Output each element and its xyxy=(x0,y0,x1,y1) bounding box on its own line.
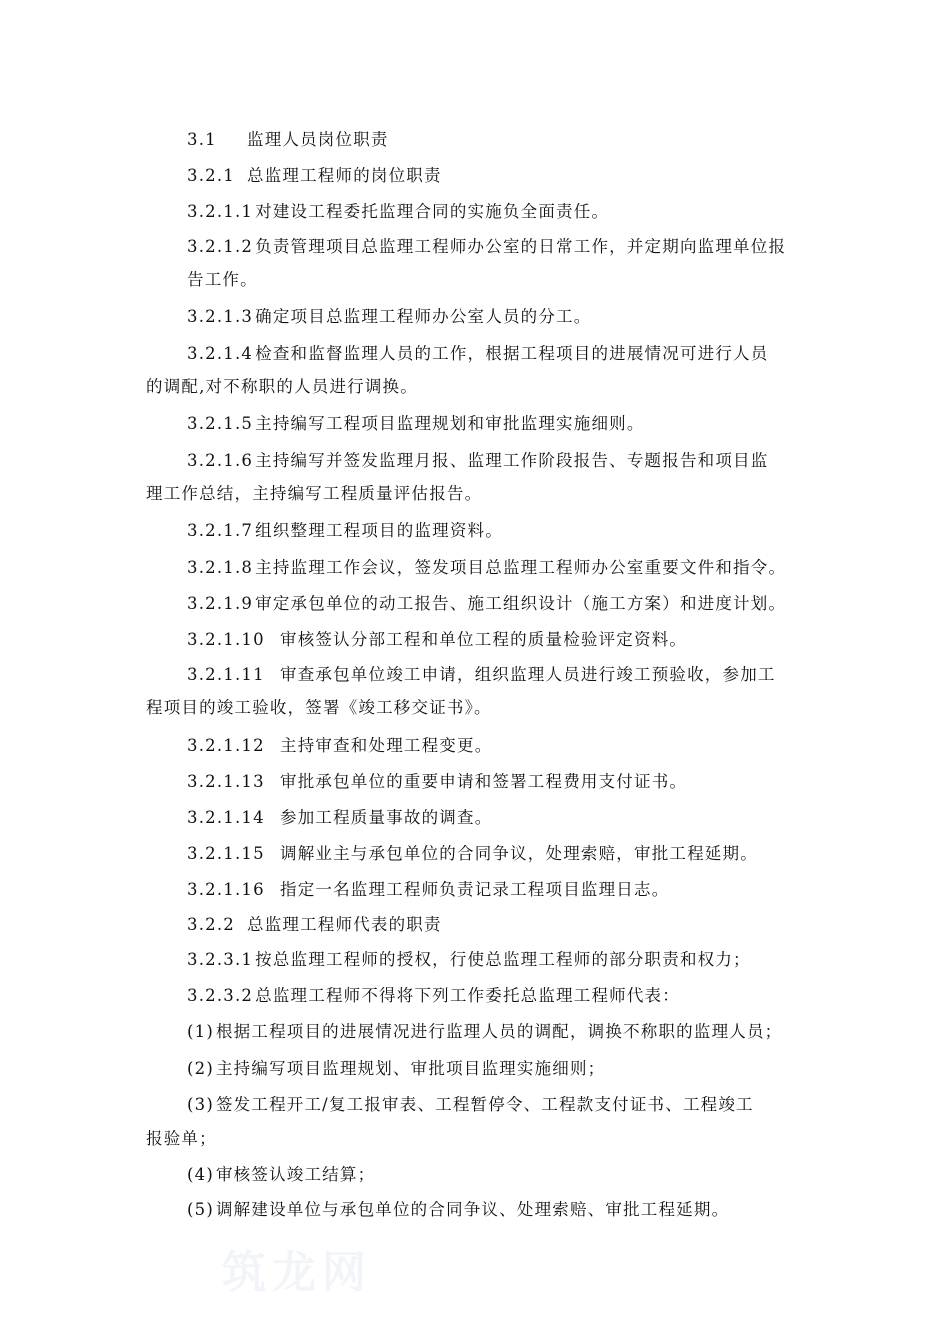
section-number: 3.2.3.2 xyxy=(187,986,254,1005)
line-text: 总监理工程师不得将下列工作委托总监理工程师代表： xyxy=(255,986,680,1005)
section-number: 3.2.1.14 xyxy=(187,808,265,827)
section-number: 3.2.1.4 xyxy=(187,344,254,363)
line-text: 审核签认分部工程和单位工程的质量检验评定资料。 xyxy=(280,630,688,649)
line-text: 审定承包单位的动工报告、施工组织设计（施工方案）和进度计划。 xyxy=(255,594,787,613)
section-number: 3.2.1.16 xyxy=(187,880,265,899)
section-number: (3) xyxy=(187,1095,214,1114)
text-line xyxy=(146,1125,217,1149)
section-number: 3.2.1.15 xyxy=(187,844,265,863)
text-line xyxy=(187,768,687,792)
line-text: 告工作。 xyxy=(187,270,258,289)
text-line xyxy=(187,1055,605,1079)
text-line xyxy=(187,661,776,685)
line-text: 参加工程质量事故的调查。 xyxy=(280,808,493,827)
section-number: 3.2.1.7 xyxy=(187,521,254,540)
watermark: 筑龙网 xyxy=(222,1247,372,1298)
text-line xyxy=(187,1161,375,1185)
line-text: 总监理工程师的岗位职责 xyxy=(247,166,442,185)
section-number: 3.2.1.9 xyxy=(187,594,254,613)
section-number: 3.2.1.6 xyxy=(187,451,254,470)
section-number: 3.2.3.1 xyxy=(187,950,254,969)
line-text: 审批承包单位的重要申请和签署工程费用支付证书。 xyxy=(280,772,688,791)
text-line xyxy=(187,1196,729,1220)
section-number: 3.2.1.5 xyxy=(187,414,254,433)
text-line xyxy=(187,340,768,364)
line-text: 组织整理工程项目的监理资料。 xyxy=(255,521,503,540)
text-line xyxy=(187,303,591,327)
text-line xyxy=(187,840,758,864)
section-number: 3.2.1.13 xyxy=(187,772,265,791)
section-number: 3.1 xyxy=(187,130,217,149)
line-text: 主持监理工作会议，签发项目总监理工程师办公室重要文件和指令。 xyxy=(255,558,787,577)
section-number: 3.2.1.1 xyxy=(187,202,254,221)
line-text: 负责管理项目总监理工程师办公室的日常工作，并定期向监理单位报 xyxy=(255,237,787,256)
section-number: (2) xyxy=(187,1059,214,1078)
text-line xyxy=(187,804,492,828)
line-text: 确定项目总监理工程师办公室人员的分工。 xyxy=(255,307,592,326)
section-number: 3.2.1.3 xyxy=(187,307,254,326)
line-text: 根据工程项目的进展情况进行监理人员的调配，调换不称职的监理人员； xyxy=(215,1022,783,1041)
line-text: 审查承包单位竣工申请，组织监理人员进行竣工预验收，参加工 xyxy=(280,665,776,684)
text-line xyxy=(187,233,786,257)
line-text: 检查和监督监理人员的工作，根据工程项目的进展情况可进行人员 xyxy=(255,344,769,363)
text-line xyxy=(187,626,687,650)
line-text: 主持审查和处理工程变更。 xyxy=(280,736,493,755)
text-line xyxy=(187,946,751,970)
text-line xyxy=(187,876,669,900)
text-line xyxy=(146,480,482,504)
section-number: (5) xyxy=(187,1200,214,1219)
text-line xyxy=(187,410,645,434)
text-line xyxy=(187,732,492,756)
line-text: 报验单； xyxy=(146,1129,217,1148)
line-text: 程项目的竣工验收，签署《竣工移交证书》。 xyxy=(146,698,492,717)
section-number: (4) xyxy=(187,1165,214,1184)
section-number: 3.2.1 xyxy=(187,166,235,185)
text-line xyxy=(187,162,442,186)
text-line xyxy=(187,911,442,935)
text-line xyxy=(187,1091,754,1115)
line-text: 的调配,对不称职的人员进行调换。 xyxy=(146,377,418,396)
line-text: 调解建设单位与承包单位的合同争议、处理索赔、审批工程延期。 xyxy=(215,1200,730,1219)
line-text: 主持编写并签发监理月报、监理工作阶段报告、专题报告和项目监 xyxy=(255,451,769,470)
section-number: 3.2.2 xyxy=(187,915,235,934)
line-text: 主持编写项目监理规划、审批项目监理实施细则； xyxy=(215,1059,606,1078)
section-number: (1) xyxy=(187,1022,214,1041)
section-number: 3.2.1.12 xyxy=(187,736,265,755)
text-line xyxy=(187,198,609,222)
section-number: 3.2.1.11 xyxy=(187,665,265,684)
text-line xyxy=(187,982,680,1006)
line-text: 监理人员岗位职责 xyxy=(247,130,389,149)
text-line xyxy=(187,266,258,290)
line-text: 理工作总结，主持编写工程质量评估报告。 xyxy=(146,484,483,503)
text-line xyxy=(187,554,786,578)
line-text: 指定一名监理工程师负责记录工程项目监理日志。 xyxy=(280,880,670,899)
line-text: 主持编写工程项目监理规划和审批监理实施细则。 xyxy=(255,414,645,433)
text-line xyxy=(187,1018,782,1042)
line-text: 对建设工程委托监理合同的实施负全面责任。 xyxy=(255,202,610,221)
section-number: 3.2.1.10 xyxy=(187,630,265,649)
text-line xyxy=(146,373,418,397)
section-number: 3.2.1.8 xyxy=(187,558,254,577)
text-line xyxy=(187,517,503,541)
section-number: 3.2.1.2 xyxy=(187,237,254,256)
text-line xyxy=(146,694,492,718)
line-text: 调解业主与承包单位的合同争议，处理索赔，审批工程延期。 xyxy=(280,844,758,863)
text-line xyxy=(187,447,768,471)
line-text: 总监理工程师代表的职责 xyxy=(247,915,442,934)
line-text: 按总监理工程师的授权，行使总监理工程师的部分职责和权力； xyxy=(255,950,751,969)
line-text: 审核签认竣工结算； xyxy=(215,1165,376,1184)
text-line xyxy=(187,590,786,614)
line-text: 签发工程开工/复工报审表、工程暂停令、工程款支付证书、工程竣工 xyxy=(215,1095,754,1114)
text-line xyxy=(187,126,389,150)
